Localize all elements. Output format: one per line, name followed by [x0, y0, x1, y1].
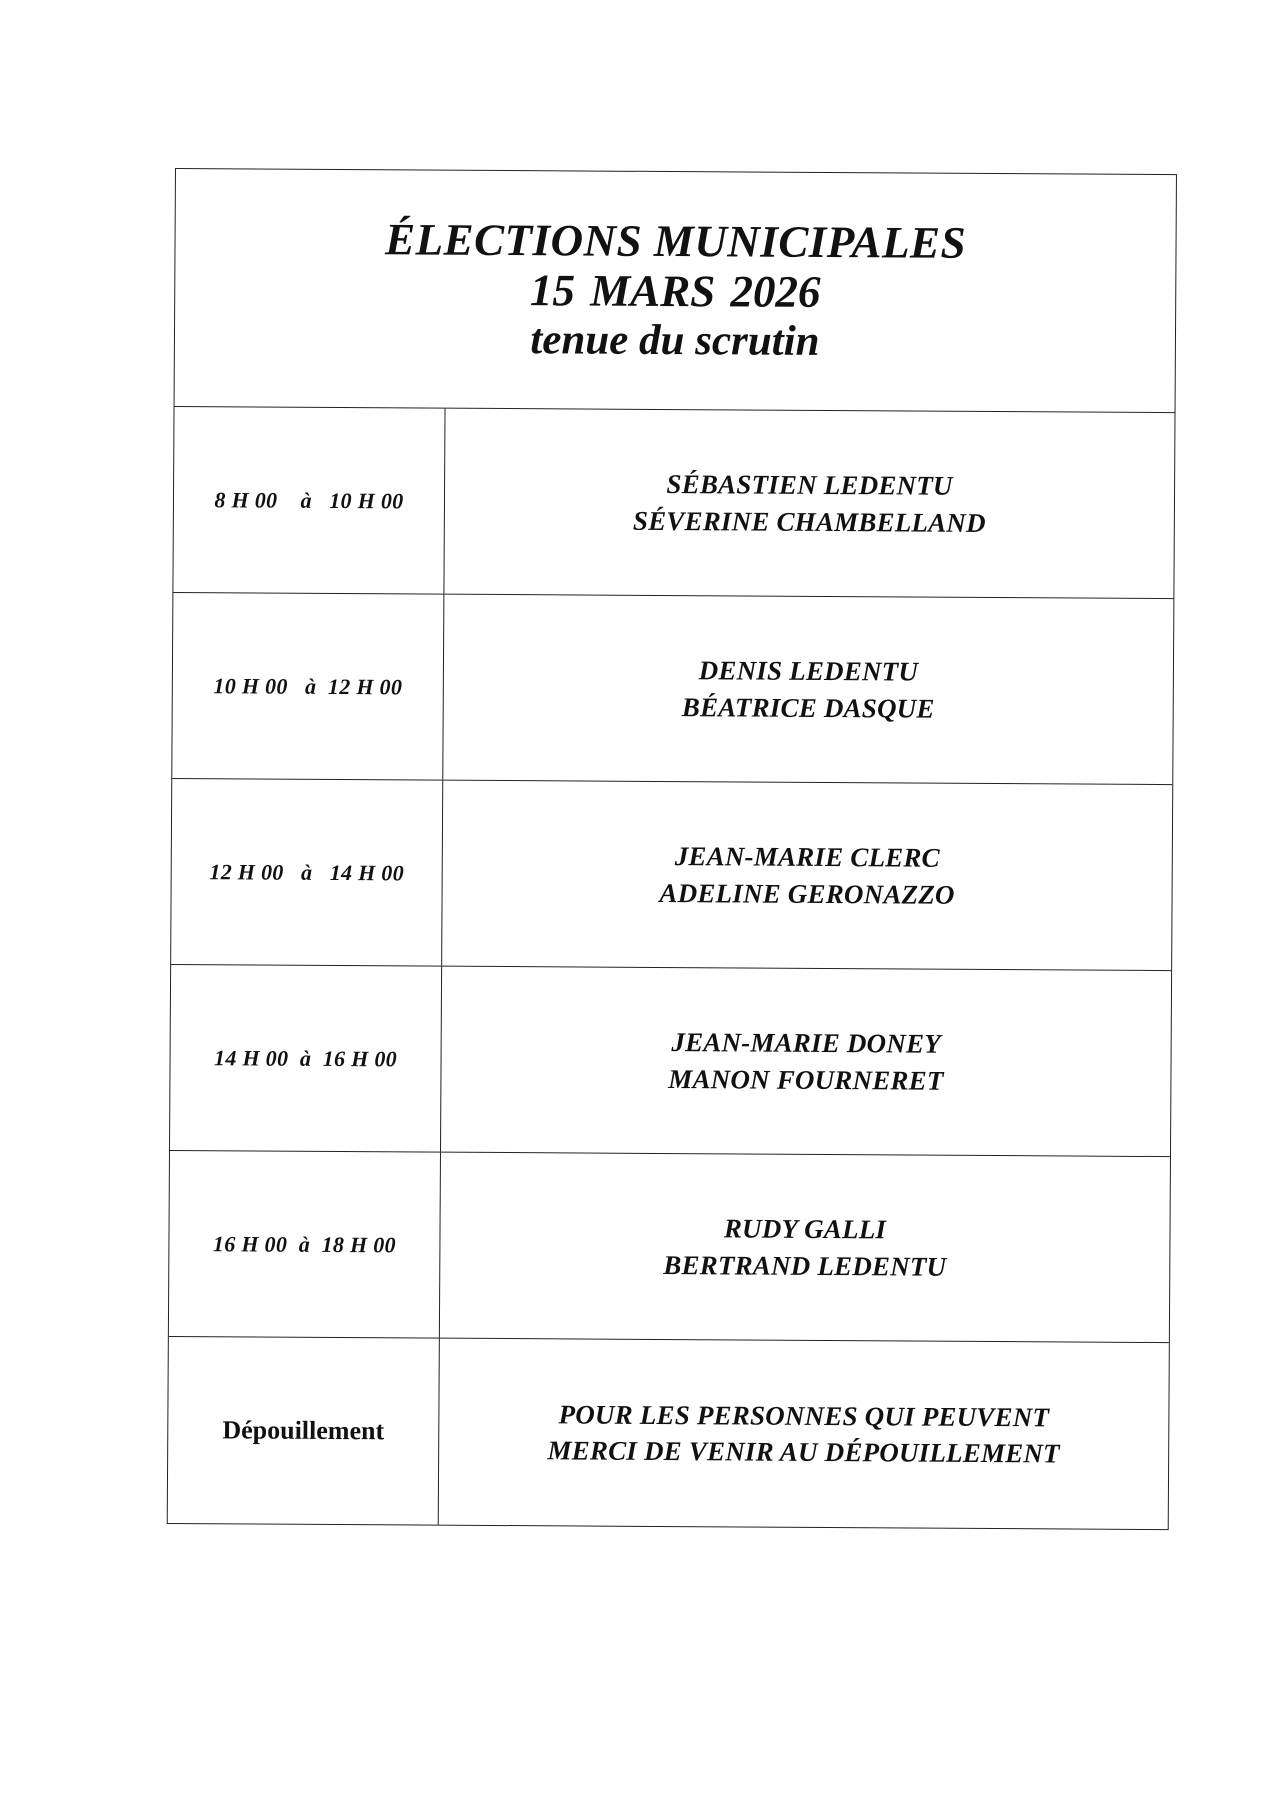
assignee-name: ADELINE GERONAZZO: [659, 877, 955, 910]
assignee-name: SÉBASTIEN LEDENTU: [666, 469, 953, 501]
table-row: [168, 1337, 1169, 1529]
assignees-cell: [440, 1153, 1170, 1342]
table-row: [173, 407, 1174, 599]
time-slot-cell: 12 H 00 à 14 H 00: [171, 779, 443, 966]
counting-note-cell: [439, 1339, 1169, 1529]
schedule-table: [167, 168, 1177, 1530]
assignees-cell: [441, 967, 1171, 1156]
time-slot-cell: 16 H 00 à 18 H 00: [169, 1151, 441, 1338]
assignee-name: JEAN-MARIE DONEY: [671, 1027, 942, 1059]
time-slot-cell: 10 H 00 à 12 H 00: [172, 593, 444, 780]
assignee-name: JEAN-MARIE CLERC: [674, 841, 940, 873]
counting-note-line: POUR LES PERSONNES QUI PEUVENT: [558, 1398, 1050, 1432]
election-date: 15 MARS 2026: [529, 265, 821, 318]
document-subtitle: tenue du scrutin: [530, 315, 820, 365]
assignees-cell: [443, 595, 1173, 784]
assignees-cell: [444, 409, 1174, 598]
table-row: [169, 1151, 1170, 1343]
assignee-name: BÉATRICE DASQUE: [681, 691, 935, 724]
assignee-name: MANON FOURNERET: [668, 1063, 944, 1096]
table-row: [172, 593, 1173, 785]
table-row: [170, 965, 1171, 1157]
table-row: [171, 779, 1172, 971]
assignees-cell: [442, 781, 1172, 970]
counting-label-cell: Dépouillement: [168, 1337, 440, 1525]
assignee-name: SÉVERINE CHAMBELLAND: [632, 505, 986, 538]
counting-note-line: MERCI DE VENIR AU DÉPOUILLEMENT: [547, 1435, 1060, 1469]
time-slot-cell: 8 H 00 à 10 H 00: [173, 407, 445, 594]
table-header: [175, 169, 1176, 413]
assignee-name: RUDY GALLI: [723, 1213, 887, 1245]
assignee-name: DENIS LEDENTU: [698, 655, 919, 687]
document-title: ÉLECTIONS MUNICIPALES: [384, 214, 967, 268]
assignee-name: BERTRAND LEDENTU: [663, 1249, 947, 1282]
time-slot-cell: 14 H 00 à 16 H 00: [170, 965, 442, 1152]
